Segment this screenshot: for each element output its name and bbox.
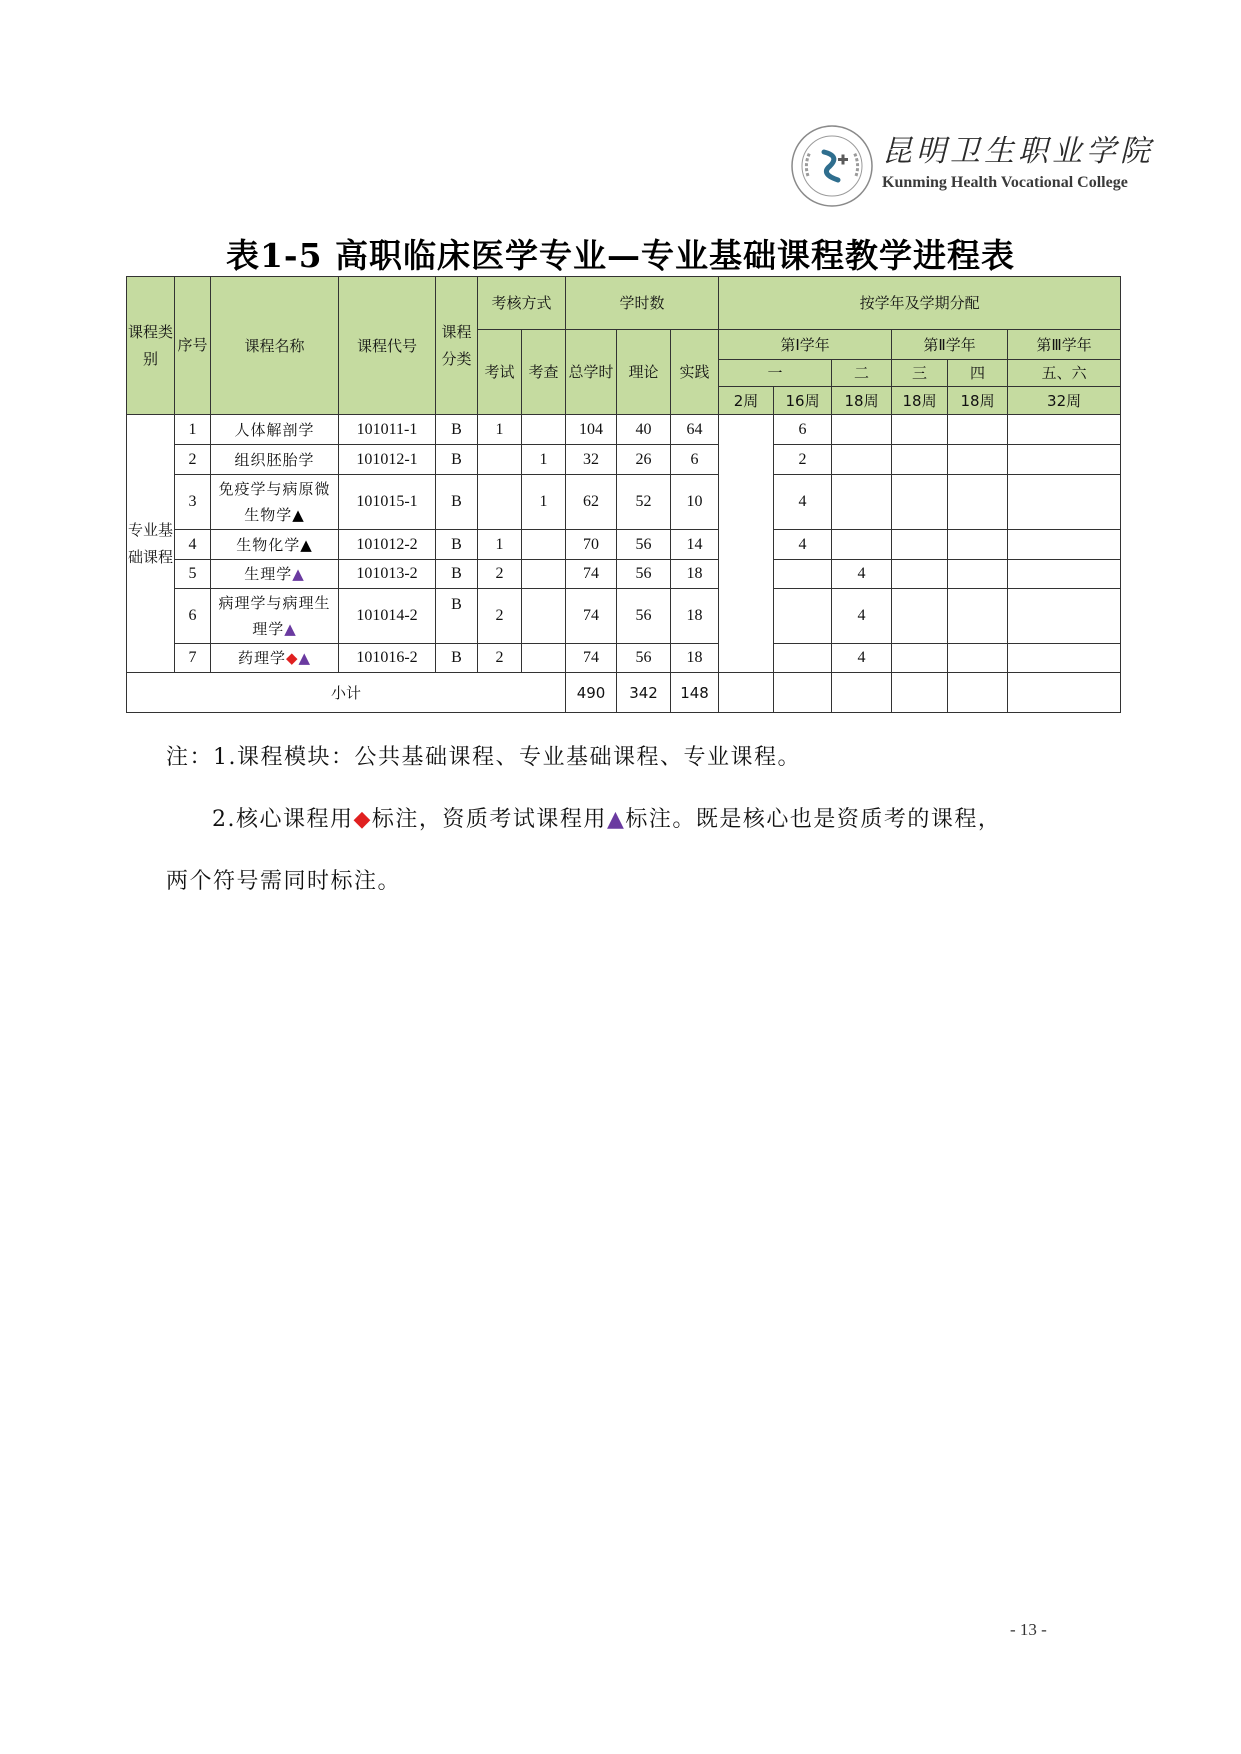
table-row	[127, 530, 1121, 560]
seq-cell: 6	[175, 589, 211, 644]
total-hours-cell: 104	[566, 415, 617, 445]
sem3-cell	[892, 415, 948, 445]
table-title: 表1-5 高职临床医学专业—专业基础课程教学进程表	[225, 236, 1016, 275]
check-cell	[522, 644, 566, 673]
header-total-hours: 总学时	[566, 330, 617, 415]
table-row	[127, 560, 1121, 589]
theory-hours-cell: 56	[617, 589, 671, 644]
theory-hours-cell: 40	[617, 415, 671, 445]
header-year-2: 第Ⅱ学年	[892, 330, 1008, 360]
header-course-name: 课程名称	[211, 277, 339, 415]
table-row	[127, 445, 1121, 475]
sem2-cell: 4	[832, 560, 892, 589]
subtotal-empty	[1008, 673, 1121, 713]
header-theory: 理论	[617, 330, 671, 415]
sem1-cell: 6	[774, 415, 832, 445]
course-type-cell: B	[436, 560, 478, 589]
total-hours-cell: 74	[566, 560, 617, 589]
sem1-cell	[774, 589, 832, 644]
header-weeks-2: 18周	[832, 387, 892, 415]
subtotal-total: 490	[566, 673, 617, 713]
table-row	[127, 475, 1121, 530]
sem1-cell	[774, 644, 832, 673]
course-code-cell: 101014-2	[339, 589, 436, 644]
logo-chinese-name: 昆明卫生职业学院	[882, 134, 1154, 169]
sem4-cell	[948, 475, 1008, 530]
header-course-code: 课程代号	[339, 277, 436, 415]
header-weeks-1b: 16周	[774, 387, 832, 415]
sem4-cell	[948, 644, 1008, 673]
sem3-cell	[892, 530, 948, 560]
exam-cell	[478, 445, 522, 475]
header-semester-1: 一	[719, 360, 832, 387]
header-semester-4: 四	[948, 360, 1008, 387]
header-seq: 序号	[175, 277, 211, 415]
practice-hours-cell: 14	[671, 530, 719, 560]
course-type-cell: B	[436, 415, 478, 445]
subtotal-empty	[948, 673, 1008, 713]
sem1-cell: 2	[774, 445, 832, 475]
header-year-1: 第Ⅰ学年	[719, 330, 892, 360]
note-line-1: 注：1.课程模块：公共基础课程、专业基础课程、专业课程。	[166, 745, 801, 770]
header-assessment: 考核方式	[478, 277, 566, 330]
sem56-cell	[1008, 530, 1121, 560]
table-row	[127, 415, 1121, 445]
sem1-cell	[774, 560, 832, 589]
total-hours-cell: 62	[566, 475, 617, 530]
sem56-cell	[1008, 445, 1121, 475]
seq-cell: 4	[175, 530, 211, 560]
sem2-cell	[832, 445, 892, 475]
header-exam: 考试	[478, 330, 522, 415]
exam-triangle-icon: ▲	[284, 620, 297, 638]
subtotal-empty	[774, 673, 832, 713]
exam-triangle-icon: ▲	[292, 565, 305, 583]
header-hours: 学时数	[566, 277, 719, 330]
total-hours-cell: 70	[566, 530, 617, 560]
page-number: - 13 -	[1010, 1620, 1047, 1639]
sem1-cell: 4	[774, 530, 832, 560]
check-cell	[522, 415, 566, 445]
sem56-cell	[1008, 475, 1121, 530]
course-name-cell: 组织胚胎学	[211, 445, 339, 475]
header-weeks-3: 18周	[892, 387, 948, 415]
check-cell	[522, 589, 566, 644]
sem3-cell	[892, 560, 948, 589]
seq-cell: 5	[175, 560, 211, 589]
exam-cell: 1	[478, 415, 522, 445]
logo-english-name: Kunming Health Vocational College	[882, 174, 1128, 191]
course-type-cell: B	[436, 589, 478, 644]
course-name-cell: 生理学▲	[211, 560, 339, 589]
course-name-cell: 免疫学与病原微生物学▲	[211, 475, 339, 530]
header-practice: 实践	[671, 330, 719, 415]
course-code-cell: 101016-2	[339, 644, 436, 673]
sem3-cell	[892, 475, 948, 530]
subtotal-empty	[719, 673, 774, 713]
theory-hours-cell: 52	[617, 475, 671, 530]
practice-hours-cell: 6	[671, 445, 719, 475]
sem4-cell	[948, 445, 1008, 475]
subtotal-empty	[832, 673, 892, 713]
subtotal-row	[127, 673, 1121, 713]
sem3-cell	[892, 445, 948, 475]
total-hours-cell: 74	[566, 589, 617, 644]
sem56-cell	[1008, 415, 1121, 445]
exam-triangle-icon: ▲	[300, 535, 313, 554]
seq-cell: 1	[175, 415, 211, 445]
subtotal-empty	[892, 673, 948, 713]
sem2-cell	[832, 530, 892, 560]
exam-cell: 1	[478, 530, 522, 560]
header-check: 考查	[522, 330, 566, 415]
exam-cell: 2	[478, 589, 522, 644]
course-code-cell: 101011-1	[339, 415, 436, 445]
course-type-cell: B	[436, 530, 478, 560]
sem56-cell	[1008, 560, 1121, 589]
seq-cell: 3	[175, 475, 211, 530]
theory-hours-cell: 56	[617, 644, 671, 673]
exam-cell	[478, 475, 522, 530]
college-logo	[790, 124, 1154, 210]
header-category: 课程类别	[127, 277, 175, 415]
total-hours-cell: 32	[566, 445, 617, 475]
course-code-cell: 101013-2	[339, 560, 436, 589]
core-diamond-icon: ◆	[285, 649, 299, 667]
exam-triangle-icon: ▲	[298, 649, 312, 667]
course-type-cell: B	[436, 445, 478, 475]
check-cell: 1	[522, 445, 566, 475]
sem3-cell	[892, 589, 948, 644]
sem1-cell: 4	[774, 475, 832, 530]
table-row	[127, 644, 1121, 673]
course-type-cell: B	[436, 644, 478, 673]
sem2-cell: 4	[832, 644, 892, 673]
note-line-2: 2.核心课程用◆标注，资质考试课程用▲标注。既是核心也是资质考的课程，	[212, 807, 1002, 832]
sem4-cell	[948, 530, 1008, 560]
sem2-cell: 4	[832, 589, 892, 644]
theory-hours-cell: 26	[617, 445, 671, 475]
check-cell	[522, 560, 566, 589]
header-weeks-1a: 2周	[719, 387, 774, 415]
category-cell: 专业基础课程	[127, 415, 175, 673]
sem2-cell	[832, 475, 892, 530]
header-semester-2: 二	[832, 360, 892, 387]
practice-hours-cell: 18	[671, 560, 719, 589]
exam-cell: 2	[478, 560, 522, 589]
header-semester-3: 三	[892, 360, 948, 387]
table-row	[127, 589, 1121, 644]
course-type-cell: B	[436, 475, 478, 530]
practice-hours-cell: 64	[671, 415, 719, 445]
total-hours-cell: 74	[566, 644, 617, 673]
sem4-cell	[948, 415, 1008, 445]
header-course-type: 课程分类	[436, 277, 478, 415]
header-weeks-4: 18周	[948, 387, 1008, 415]
header-weeks-5-6: 32周	[1008, 387, 1121, 415]
sem4-cell	[948, 589, 1008, 644]
course-name-cell: 药理学◆▲	[211, 644, 339, 673]
sem56-cell	[1008, 644, 1121, 673]
subtotal-label: 小计	[127, 673, 566, 713]
sem56-cell	[1008, 589, 1121, 644]
note-line-3: 两个符号需同时标注。	[166, 869, 402, 894]
check-cell	[522, 530, 566, 560]
course-name-cell: 生物化学▲	[211, 530, 339, 560]
practice-hours-cell: 18	[671, 644, 719, 673]
course-code-cell: 101012-2	[339, 530, 436, 560]
sem2-cell	[832, 415, 892, 445]
weeks-2-cell	[719, 415, 774, 673]
course-name-cell: 人体解剖学	[211, 415, 339, 445]
sem4-cell	[948, 560, 1008, 589]
exam-cell: 2	[478, 644, 522, 673]
check-cell: 1	[522, 475, 566, 530]
college-seal-icon	[790, 124, 874, 208]
sem3-cell	[892, 644, 948, 673]
subtotal-theory: 342	[617, 673, 671, 713]
curriculum-table	[126, 276, 1121, 713]
course-name-cell: 病理学与病理生理学▲	[211, 589, 339, 644]
exam-triangle-icon: ▲	[606, 807, 626, 832]
course-code-cell: 101012-1	[339, 445, 436, 475]
seq-cell: 7	[175, 644, 211, 673]
practice-hours-cell: 18	[671, 589, 719, 644]
core-diamond-icon: ◆	[353, 807, 372, 832]
course-code-cell: 101015-1	[339, 475, 436, 530]
theory-hours-cell: 56	[617, 530, 671, 560]
seq-cell: 2	[175, 445, 211, 475]
theory-hours-cell: 56	[617, 560, 671, 589]
subtotal-practice: 148	[671, 673, 719, 713]
header-semester-5-6: 五、六	[1008, 360, 1121, 387]
exam-triangle-icon: ▲	[292, 506, 305, 524]
header-year-3: 第Ⅲ学年	[1008, 330, 1121, 360]
header-distribution: 按学年及学期分配	[719, 277, 1121, 330]
practice-hours-cell: 10	[671, 475, 719, 530]
